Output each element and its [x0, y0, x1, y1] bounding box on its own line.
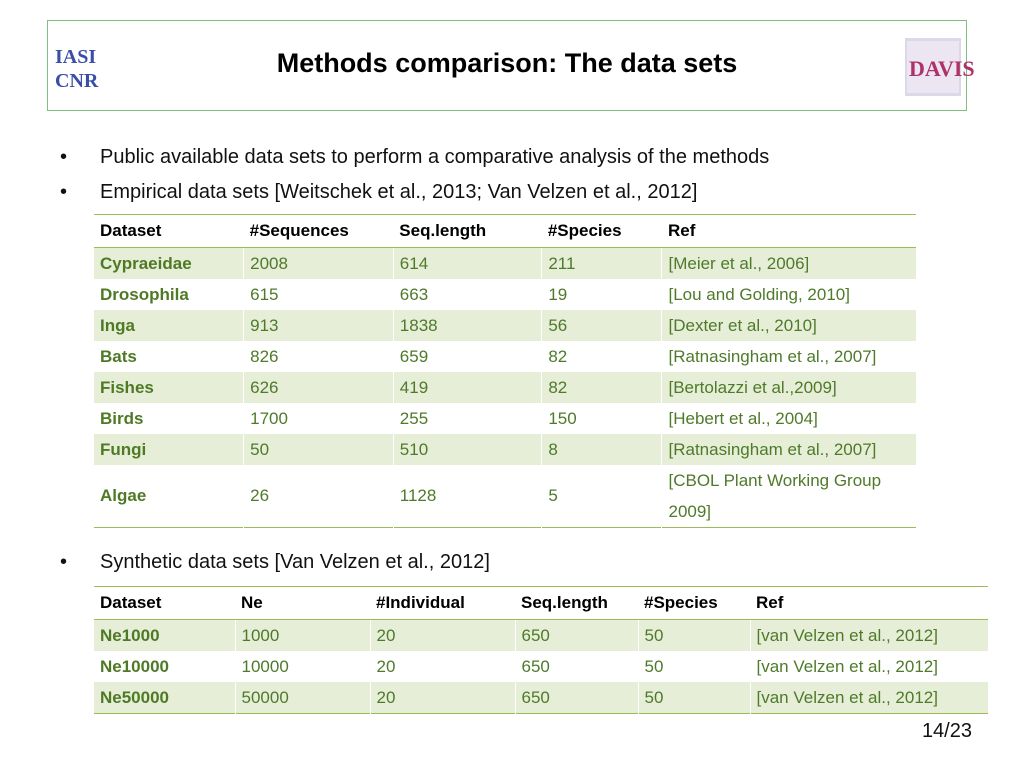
table-cell: 20 [370, 620, 515, 652]
title-box [47, 20, 975, 111]
bullet-synthetic [60, 551, 490, 574]
column-header: Dataset [94, 215, 244, 248]
table-cell: 8 [542, 434, 662, 465]
table-cell: 82 [542, 341, 662, 372]
table-cell: 150 [542, 403, 662, 434]
dataset-name: Drosophila [100, 284, 189, 304]
table-cell: 50 [638, 620, 750, 652]
table-cell: 650 [515, 651, 638, 682]
table-row [94, 465, 916, 528]
table-cell: 50 [638, 651, 750, 682]
empirical-table [94, 214, 916, 528]
svg-text:CNR: CNR [55, 70, 99, 92]
bullet-dot: • [60, 551, 68, 573]
dataset-name: Birds [100, 408, 144, 428]
dataset-name: Fishes [94, 372, 244, 403]
bullet-public-datasets [60, 146, 769, 169]
column-header: #Individual [370, 587, 515, 620]
column-header: Dataset [94, 587, 235, 620]
table-cell: [Hebert et al., 2004] [662, 403, 916, 434]
bullet-text: Public available data sets to perform a comparative analysis of the methods [100, 146, 770, 168]
bullet-text: Synthetic data sets [Van Velzen et al., 2012] [100, 551, 490, 573]
table-header-row [94, 215, 916, 248]
column-header: Ref [662, 215, 916, 248]
table-cell: [van Velzen et al., 2012] [750, 620, 988, 652]
column-header: #Sequences [244, 215, 394, 248]
table-cell: 826 [244, 341, 394, 372]
column-header: #Species [542, 215, 662, 248]
table-cell: 1000 [235, 620, 370, 652]
table-cell: 913 [244, 310, 394, 341]
bullet-dot: • [60, 181, 68, 203]
table-cell: 2008 [244, 248, 394, 280]
table-cell: 50 [638, 682, 750, 714]
table-cell: 615 [244, 279, 394, 310]
column-header: #Species [638, 587, 750, 620]
bullet-text: Empirical data sets [Weitschek et al., 2013; Van Velzen et al., 2012] [100, 181, 698, 203]
table-cell: 26 [244, 465, 394, 528]
table-cell: [Ratnasingham et al., 2007] [662, 434, 916, 465]
table-row [94, 372, 916, 403]
dataset-name: Cypraeidae [94, 248, 244, 280]
table-row [94, 341, 916, 372]
page-number: 14/23 [921, 720, 972, 742]
bullet-empirical [60, 181, 697, 204]
table-cell: [CBOL Plant Working Group 2009] [662, 465, 916, 528]
table-cell: [Lou and Golding, 2010] [662, 279, 916, 310]
table-cell: 614 [393, 248, 542, 280]
table-cell: 211 [542, 248, 662, 280]
table-row [94, 651, 988, 682]
dataset-name: Inga [94, 310, 244, 341]
table-cell: 1700 [244, 403, 394, 434]
bullet-dot: • [60, 146, 68, 168]
table-cell: 82 [542, 372, 662, 403]
table-cell: 659 [393, 341, 542, 372]
table-row [94, 682, 988, 714]
table-row [94, 310, 916, 341]
table-row [94, 620, 988, 652]
table-cell: [van Velzen et al., 2012] [750, 651, 988, 682]
table-cell: [Dexter et al., 2010] [662, 310, 916, 341]
table-cell: [Ratnasingham et al., 2007] [662, 341, 916, 372]
dataset-name: Bats [100, 346, 137, 366]
table-cell: 50000 [235, 682, 370, 714]
table-cell: [Meier et al., 2006] [662, 248, 916, 280]
table-cell: 650 [515, 682, 638, 714]
table-cell: 650 [515, 620, 638, 652]
table-cell: 56 [542, 310, 662, 341]
table-cell: 255 [393, 403, 542, 434]
svg-text:IASI: IASI [55, 46, 97, 68]
table-cell: 663 [393, 279, 542, 310]
synthetic-table [94, 586, 988, 714]
table-cell: 50 [244, 434, 394, 465]
dataset-name: Ne50000 [94, 682, 235, 714]
table-cell: 20 [370, 682, 515, 714]
dataset-name: Ne1000 [94, 620, 235, 652]
table-cell: [van Velzen et al., 2012] [750, 682, 988, 714]
table-cell: 626 [244, 372, 394, 403]
column-header: Ne [235, 587, 370, 620]
table-cell: 1838 [393, 310, 542, 341]
table-row [94, 434, 916, 465]
table-cell: 1128 [393, 465, 542, 528]
column-header: Ref [750, 587, 988, 620]
table-cell: 20 [370, 651, 515, 682]
table-cell: [Bertolazzi et al.,2009] [662, 372, 916, 403]
table-header-row [94, 587, 988, 620]
davis-logo [905, 38, 975, 96]
table-row [94, 248, 916, 280]
slide-title: Methods comparison: The data sets [276, 48, 738, 78]
table-cell: 10000 [235, 651, 370, 682]
dataset-name: Fungi [94, 434, 244, 465]
dataset-name: Ne10000 [100, 656, 170, 676]
table-cell: 19 [542, 279, 662, 310]
column-header: Seq.length [393, 215, 542, 248]
dataset-name: Algae [100, 486, 147, 505]
table-cell: 5 [542, 465, 662, 528]
table-cell: 419 [393, 372, 542, 403]
table-cell: 510 [393, 434, 542, 465]
table-row [94, 279, 916, 310]
svg-text:DAVIS: DAVIS [909, 56, 975, 81]
column-header: Seq.length [515, 587, 638, 620]
table-row [94, 403, 916, 434]
